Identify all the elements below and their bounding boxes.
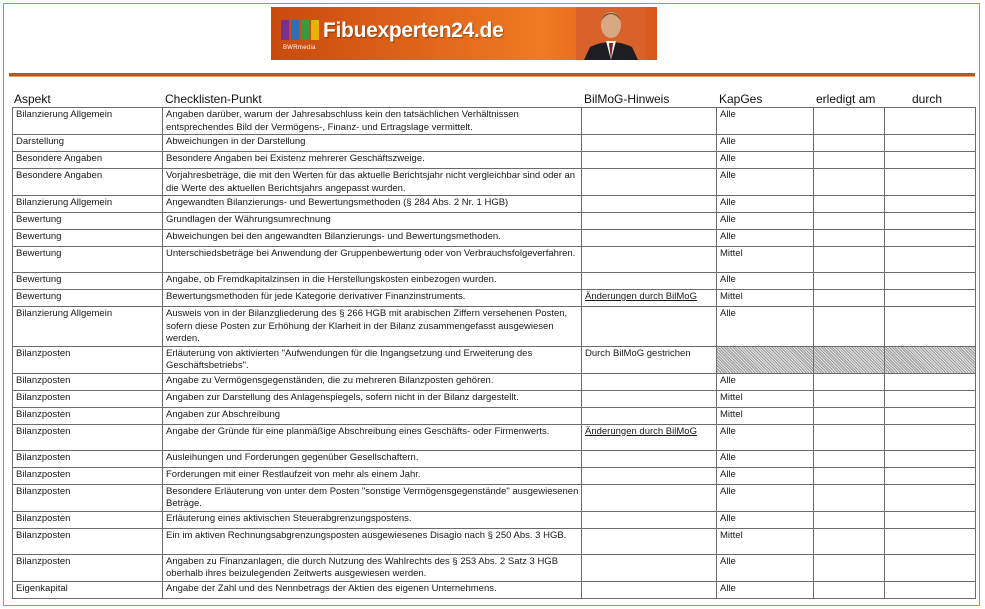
- table-row: [13, 450, 976, 467]
- aspekt-cell: Bilanzposten: [13, 424, 163, 450]
- table-row: [13, 108, 976, 135]
- aspekt-cell: Bilanzposten: [13, 390, 163, 407]
- aspekt-cell: Bilanzierung Allgemein: [13, 108, 163, 135]
- erledigt-cell[interactable]: [814, 424, 885, 450]
- erledigt-cell[interactable]: [814, 528, 885, 554]
- erledigt-cell[interactable]: [814, 273, 885, 290]
- kapges-cell: Alle: [717, 273, 814, 290]
- hinweis-cell: Änderungen durch BilMoG: [582, 290, 717, 307]
- hinweis-cell: [582, 169, 717, 196]
- aspekt-cell: Bilanzposten: [13, 484, 163, 511]
- hinweis-cell: [582, 407, 717, 424]
- kapges-cell: Alle: [717, 152, 814, 169]
- kapges-cell: Alle: [717, 213, 814, 230]
- kapges-cell: Alle: [717, 135, 814, 152]
- hinweis-cell: [582, 230, 717, 247]
- durch-cell[interactable]: [885, 424, 976, 450]
- aspekt-cell: Bewertung: [13, 213, 163, 230]
- table-row: [13, 467, 976, 484]
- durch-cell[interactable]: [885, 135, 976, 152]
- erledigt-cell[interactable]: [814, 554, 885, 581]
- erledigt-cell[interactable]: [814, 290, 885, 307]
- table-row: [13, 554, 976, 581]
- durch-cell[interactable]: [885, 581, 976, 598]
- kapges-cell: Alle: [717, 108, 814, 135]
- durch-cell[interactable]: [885, 511, 976, 528]
- aspekt-cell: Bilanzposten: [13, 373, 163, 390]
- erledigt-cell[interactable]: [814, 581, 885, 598]
- erledigt-cell[interactable]: [814, 230, 885, 247]
- table-row: [13, 407, 976, 424]
- aspekt-cell: Bilanzposten: [13, 346, 163, 373]
- erledigt-cell[interactable]: [814, 108, 885, 135]
- erledigt-cell[interactable]: [814, 169, 885, 196]
- aspekt-cell: Bilanzposten: [13, 407, 163, 424]
- table-row: [13, 213, 976, 230]
- hinweis-cell: Durch BilMoG gestrichen: [582, 346, 717, 373]
- punkt-cell: Abweichungen bei den angewandten Bilanzierungs- und Bewertungsmethoden.: [163, 230, 582, 247]
- aspekt-cell: Bilanzposten: [13, 554, 163, 581]
- kapges-cell: Alle: [717, 484, 814, 511]
- kapges-cell: Alle: [717, 230, 814, 247]
- hinweis-cell: [582, 554, 717, 581]
- punkt-cell: Angaben darüber, warum der Jahresabschluss kein den tatsächlichen Verhältnissen entsprechendes Bild der Vermögens-, Finanz- und Ertragslage vermittelt.: [163, 108, 582, 135]
- punkt-cell: Grundlagen der Währungsumrechnung: [163, 213, 582, 230]
- banner[interactable]: [271, 7, 657, 60]
- table-row: [13, 247, 976, 273]
- erledigt-cell[interactable]: [814, 152, 885, 169]
- erledigt-cell[interactable]: [814, 467, 885, 484]
- table-row: [13, 346, 976, 373]
- site-name: Fibuexperten24.de: [323, 19, 504, 42]
- aspekt-cell: Bewertung: [13, 247, 163, 273]
- col-header-aspekt: Aspekt: [14, 92, 51, 106]
- table-row: [13, 307, 976, 347]
- hinweis-cell: [582, 581, 717, 598]
- hinweis-cell: Änderungen durch BilMoG: [582, 424, 717, 450]
- durch-cell[interactable]: [885, 273, 976, 290]
- durch-cell[interactable]: [885, 346, 976, 373]
- hinweis-cell: [582, 307, 717, 347]
- table-row: [13, 390, 976, 407]
- punkt-cell: Ausweis von in der Bilanzgliederung des § 266 HGB mit arabischen Ziffern versehenen Posten, sofern diese Posten zur Erhöhung der Klarheit in der Bilanz zusammengefasst ausgewiesen werden.: [163, 307, 582, 347]
- table-row: [13, 424, 976, 450]
- punkt-cell: Forderungen mit einer Restlaufzeit von mehr als einem Jahr.: [163, 467, 582, 484]
- durch-cell[interactable]: [885, 373, 976, 390]
- aspekt-cell: Bewertung: [13, 290, 163, 307]
- punkt-cell: Angaben zur Abschreibung: [163, 407, 582, 424]
- kapges-cell: Mittel: [717, 528, 814, 554]
- durch-cell[interactable]: [885, 230, 976, 247]
- table-row: [13, 511, 976, 528]
- punkt-cell: Erläuterung von aktivierten "Aufwendungen für die Ingangsetzung und Erweiterung des Geschäftsbetriebs".: [163, 346, 582, 373]
- col-header-hinweis: BilMoG-Hinweis: [584, 92, 670, 106]
- aspekt-cell: Bilanzposten: [13, 467, 163, 484]
- durch-cell[interactable]: [885, 554, 976, 581]
- kapges-cell: Alle: [717, 307, 814, 347]
- col-header-durch: durch: [912, 92, 943, 106]
- durch-cell[interactable]: [885, 213, 976, 230]
- punkt-cell: Angewandten Bilanzierungs- und Bewertungsmethoden (§ 284 Abs. 2 Nr. 1 HGB): [163, 196, 582, 213]
- kapges-cell: Mittel: [717, 290, 814, 307]
- hinweis-cell: [582, 135, 717, 152]
- hinweis-cell: [582, 528, 717, 554]
- aspekt-cell: Bewertung: [13, 273, 163, 290]
- erledigt-cell[interactable]: [814, 213, 885, 230]
- table-row: [13, 230, 976, 247]
- hinweis-cell: [582, 484, 717, 511]
- brand-small-text: BWRmedia: [283, 45, 316, 51]
- durch-cell[interactable]: [885, 450, 976, 467]
- kapges-cell: Alle: [717, 373, 814, 390]
- punkt-cell: Angabe, ob Fremdkapitalzinsen in die Herstellungskosten einbezogen wurden.: [163, 273, 582, 290]
- durch-cell[interactable]: [885, 307, 976, 347]
- col-header-erledigt: erledigt am: [816, 92, 876, 106]
- aspekt-cell: Bewertung: [13, 230, 163, 247]
- aspekt-cell: Bilanzierung Allgemein: [13, 196, 163, 213]
- aspekt-cell: Bilanzposten: [13, 450, 163, 467]
- hinweis-cell: [582, 390, 717, 407]
- durch-cell[interactable]: [885, 407, 976, 424]
- table-row: [13, 152, 976, 169]
- hinweis-cell: [582, 152, 717, 169]
- punkt-cell: Besondere Erläuterung von unter dem Posten "sonstige Vermögensgegenstände" ausgewiesenen Beträge.: [163, 484, 582, 511]
- hinweis-cell: [582, 450, 717, 467]
- punkt-cell: Ausleihungen und Forderungen gegenüber Gesellschaftern.: [163, 450, 582, 467]
- erledigt-cell[interactable]: [814, 511, 885, 528]
- table-row: [13, 196, 976, 213]
- punkt-cell: Abweichungen in der Darstellung: [163, 135, 582, 152]
- kapges-cell: Alle: [717, 511, 814, 528]
- punkt-cell: Unterschiedsbeträge bei Anwendung der Gruppenbewertung oder von Verbrauchsfolgeverfahren.: [163, 247, 582, 273]
- kapges-cell: Alle: [717, 554, 814, 581]
- punkt-cell: Erläuterung eines aktivischen Steuerabgrenzungspostens.: [163, 511, 582, 528]
- durch-cell[interactable]: [885, 247, 976, 273]
- durch-cell[interactable]: [885, 169, 976, 196]
- hinweis-cell: [582, 467, 717, 484]
- col-header-punkt: Checklisten-Punkt: [165, 92, 262, 106]
- person-portrait: [576, 7, 646, 60]
- header-rule-light: [9, 76, 975, 77]
- hinweis-cell: [582, 373, 717, 390]
- kapges-cell: Alle: [717, 424, 814, 450]
- hinweis-cell: [582, 213, 717, 230]
- durch-cell[interactable]: [885, 467, 976, 484]
- hinweis-cell: [582, 511, 717, 528]
- kapges-cell: Mittel: [717, 390, 814, 407]
- erledigt-cell[interactable]: [814, 247, 885, 273]
- erledigt-cell[interactable]: [814, 484, 885, 511]
- punkt-cell: Angaben zu Finanzanlagen, die durch Nutzung des Wahlrechts des § 253 Abs. 2 Satz 3 HGB oberhalb ihres beizulegenden Zeitwerts ausgewiesen werden.: [163, 554, 582, 581]
- hinweis-cell: [582, 247, 717, 273]
- durch-cell[interactable]: [885, 152, 976, 169]
- kapges-cell: Alle: [717, 169, 814, 196]
- erledigt-cell[interactable]: [814, 135, 885, 152]
- punkt-cell: Besondere Angaben bei Existenz mehrerer Geschäftszweige.: [163, 152, 582, 169]
- table-row: [13, 169, 976, 196]
- durch-cell[interactable]: [885, 484, 976, 511]
- table-row: [13, 273, 976, 290]
- aspekt-cell: Besondere Angaben: [13, 152, 163, 169]
- durch-cell[interactable]: [885, 196, 976, 213]
- table-row: [13, 373, 976, 390]
- erledigt-cell[interactable]: [814, 373, 885, 390]
- kapges-cell: Alle: [717, 450, 814, 467]
- kapges-cell: Alle: [717, 581, 814, 598]
- punkt-cell: Angabe zu Vermögensgegenständen, die zu mehreren Bilanzposten gehören.: [163, 373, 582, 390]
- durch-cell[interactable]: [885, 390, 976, 407]
- punkt-cell: Angabe der Gründe für eine planmäßige Abschreibung eines Geschäfts- oder Firmenwerts.: [163, 424, 582, 450]
- kapges-cell: Mittel: [717, 407, 814, 424]
- aspekt-cell: Bilanzierung Allgemein: [13, 307, 163, 347]
- aspekt-cell: Bilanzposten: [13, 528, 163, 554]
- erledigt-cell[interactable]: [814, 346, 885, 373]
- erledigt-cell[interactable]: [814, 196, 885, 213]
- table-row: [13, 290, 976, 307]
- durch-cell[interactable]: [885, 290, 976, 307]
- erledigt-cell[interactable]: [814, 450, 885, 467]
- kapges-cell: Alle: [717, 196, 814, 213]
- table-row: [13, 528, 976, 554]
- kapges-cell: [717, 346, 814, 373]
- table-row: [13, 581, 976, 598]
- col-header-kapges: KapGes: [719, 92, 763, 106]
- punkt-cell: Ein im aktiven Rechnungsabgrenzungsposten ausgewiesenes Disagio nach § 250 Abs. 3 HGB.: [163, 528, 582, 554]
- hinweis-cell: [582, 196, 717, 213]
- aspekt-cell: Besondere Angaben: [13, 169, 163, 196]
- punkt-cell: Angabe der Zahl und des Nennbetrags der Aktien des eigenen Unternehmens.: [163, 581, 582, 598]
- aspekt-cell: Bilanzposten: [13, 511, 163, 528]
- kapges-cell: Alle: [717, 467, 814, 484]
- kapges-cell: Mittel: [717, 247, 814, 273]
- punkt-cell: Angaben zur Darstellung des Anlagenspiegels, sofern nicht in der Bilanz dargestellt.: [163, 390, 582, 407]
- erledigt-cell[interactable]: [814, 390, 885, 407]
- erledigt-cell[interactable]: [814, 407, 885, 424]
- checklist-table: [12, 107, 976, 599]
- table-row: [13, 135, 976, 152]
- table-row: [13, 484, 976, 511]
- erledigt-cell[interactable]: [814, 307, 885, 347]
- punkt-cell: Bewertungsmethoden für jede Kategorie derivativer Finanzinstruments.: [163, 290, 582, 307]
- hinweis-cell: [582, 108, 717, 135]
- aspekt-cell: Darstellung: [13, 135, 163, 152]
- aspekt-cell: Eigenkapital: [13, 581, 163, 598]
- durch-cell[interactable]: [885, 528, 976, 554]
- punkt-cell: Vorjahresbeträge, die mit den Werten für das aktuelle Berichtsjahr nicht vergleichbar sind oder an die Werte des aktuellen Berichtsjahrs angepasst wurden.: [163, 169, 582, 196]
- hinweis-cell: [582, 273, 717, 290]
- durch-cell[interactable]: [885, 108, 976, 135]
